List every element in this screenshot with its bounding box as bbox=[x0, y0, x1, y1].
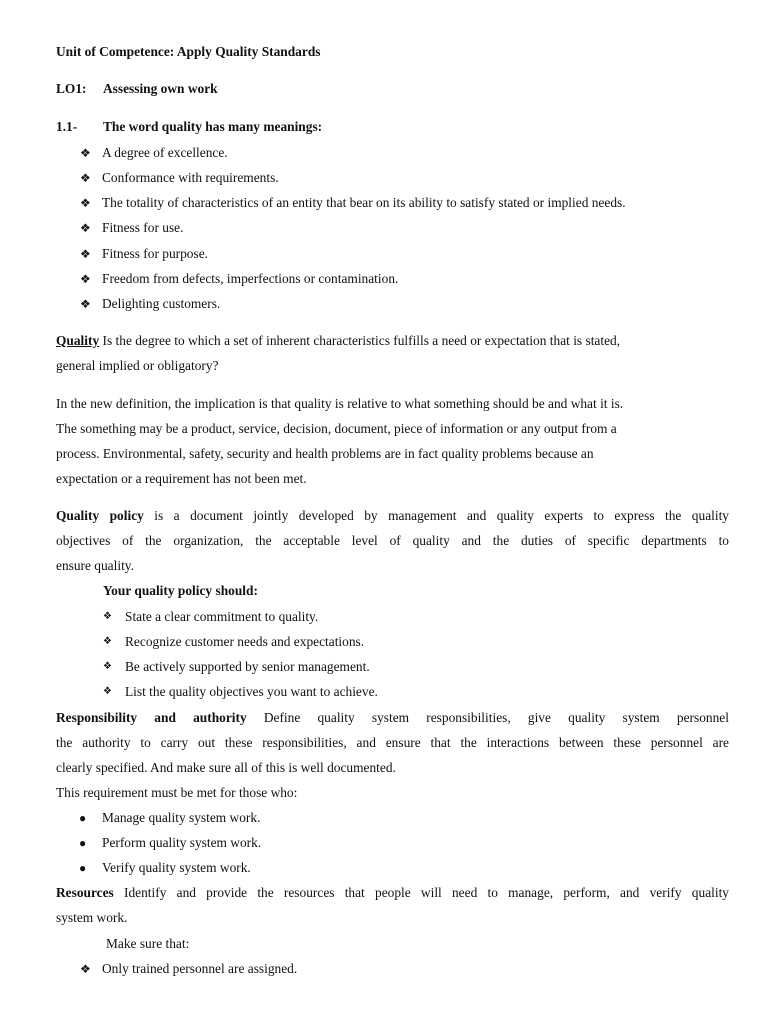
diamond-bullet-icon: ❖ bbox=[80, 171, 91, 185]
paragraph-line: The something may be a product, service, decision, document, piece of information or any output from a bbox=[56, 421, 617, 436]
list-item: A degree of excellence. bbox=[102, 145, 228, 160]
paragraph-line: objectives of the organization, the acceptable level of quality and the duties of specific departments to bbox=[56, 533, 729, 548]
quality-policy-text: is a document jointly developed by management and quality experts to express the quality bbox=[143, 508, 729, 523]
responsibility-paragraph bbox=[56, 710, 729, 726]
diamond-bullet-icon: ❖ bbox=[103, 611, 112, 622]
resources-term: Resources bbox=[56, 885, 114, 900]
learning-outcome bbox=[56, 81, 218, 97]
diamond-bullet-icon: ❖ bbox=[103, 636, 112, 647]
list-item: Delighting customers. bbox=[102, 296, 221, 311]
list-item: Recognize customer needs and expectations. bbox=[125, 634, 365, 649]
diamond-bullet-icon: ❖ bbox=[80, 272, 91, 286]
paragraph-line: clearly specified. And make sure all of this is well documented. bbox=[56, 760, 396, 775]
diamond-bullet-icon: ❖ bbox=[80, 247, 91, 261]
diamond-bullet-icon: ❖ bbox=[103, 661, 112, 672]
make-sure-line: Make sure that: bbox=[106, 936, 190, 951]
list-item: Conformance with requirements. bbox=[102, 170, 279, 185]
bullet-dot-icon: ● bbox=[79, 861, 87, 875]
diamond-bullet-icon: ❖ bbox=[80, 297, 91, 311]
diamond-bullet-icon: ❖ bbox=[103, 686, 112, 697]
paragraph-line: general implied or obligatory? bbox=[56, 358, 219, 373]
diamond-bullet-icon: ❖ bbox=[80, 196, 91, 210]
list-item: Manage quality system work. bbox=[102, 810, 261, 825]
resources-text: Identify and provide the resources that people will need to manage, perform, and verify quality bbox=[113, 885, 729, 900]
paragraph-line: In the new definition, the implication is that quality is relative to what something should be and what it is. bbox=[56, 396, 624, 411]
diamond-bullet-icon: ❖ bbox=[80, 146, 91, 160]
list-item: Fitness for use. bbox=[102, 220, 184, 235]
lo-label: LO1: bbox=[56, 81, 87, 96]
paragraph-line: the authority to carry out these responsibilities, and ensure that the interactions between these personnel are bbox=[56, 735, 729, 750]
bullet-dot-icon: ● bbox=[79, 836, 87, 850]
list-item: Freedom from defects, imperfections or contamination. bbox=[102, 271, 399, 286]
list-item: The totality of characteristics of an entity that bear on its ability to satisfy stated or implied needs. bbox=[102, 195, 626, 210]
list-item: Verify quality system work. bbox=[102, 860, 251, 875]
policy-subheading: Your quality policy should: bbox=[103, 583, 258, 598]
paragraph-line: ensure quality. bbox=[56, 558, 134, 573]
diamond-bullet-icon: ❖ bbox=[80, 221, 91, 235]
section-heading bbox=[56, 119, 323, 135]
diamond-bullet-icon: ❖ bbox=[80, 962, 91, 976]
lo-text: Assessing own work bbox=[103, 81, 218, 96]
list-item: State a clear commitment to quality. bbox=[125, 609, 319, 624]
list-item: Only trained personnel are assigned. bbox=[102, 961, 298, 976]
section-heading-text: The word quality has many meanings: bbox=[103, 119, 323, 134]
list-item: Perform quality system work. bbox=[102, 835, 262, 850]
responsibility-text: Define quality system responsibilities, give quality system personnel bbox=[246, 710, 729, 725]
list-item: Fitness for purpose. bbox=[102, 246, 209, 261]
document-title: Unit of Competence: Apply Quality Standards bbox=[56, 44, 321, 59]
paragraph-line: expectation or a requirement has not been met. bbox=[56, 471, 307, 486]
quality-definition-text: Is the degree to which a set of inherent characteristics fulfills a need or expectation that is stated, bbox=[99, 333, 621, 348]
paragraph-line: process. Environmental, safety, security and health problems are in fact quality problems because an bbox=[56, 446, 594, 461]
resources-paragraph bbox=[56, 885, 729, 901]
quality-policy-paragraph bbox=[56, 508, 729, 524]
quality-term: Quality bbox=[56, 333, 100, 348]
quality-definition bbox=[56, 333, 620, 349]
quality-policy-term: Quality policy bbox=[56, 508, 144, 523]
section-number: 1.1- bbox=[56, 119, 78, 134]
responsibility-term: Responsibility and authority bbox=[56, 710, 247, 725]
requirement-line: This requirement must be met for those who: bbox=[56, 785, 298, 800]
paragraph-line: system work. bbox=[56, 910, 128, 925]
list-item: List the quality objectives you want to achieve. bbox=[125, 684, 378, 699]
list-item: Be actively supported by senior management. bbox=[125, 659, 370, 674]
bullet-dot-icon: ● bbox=[79, 811, 87, 825]
